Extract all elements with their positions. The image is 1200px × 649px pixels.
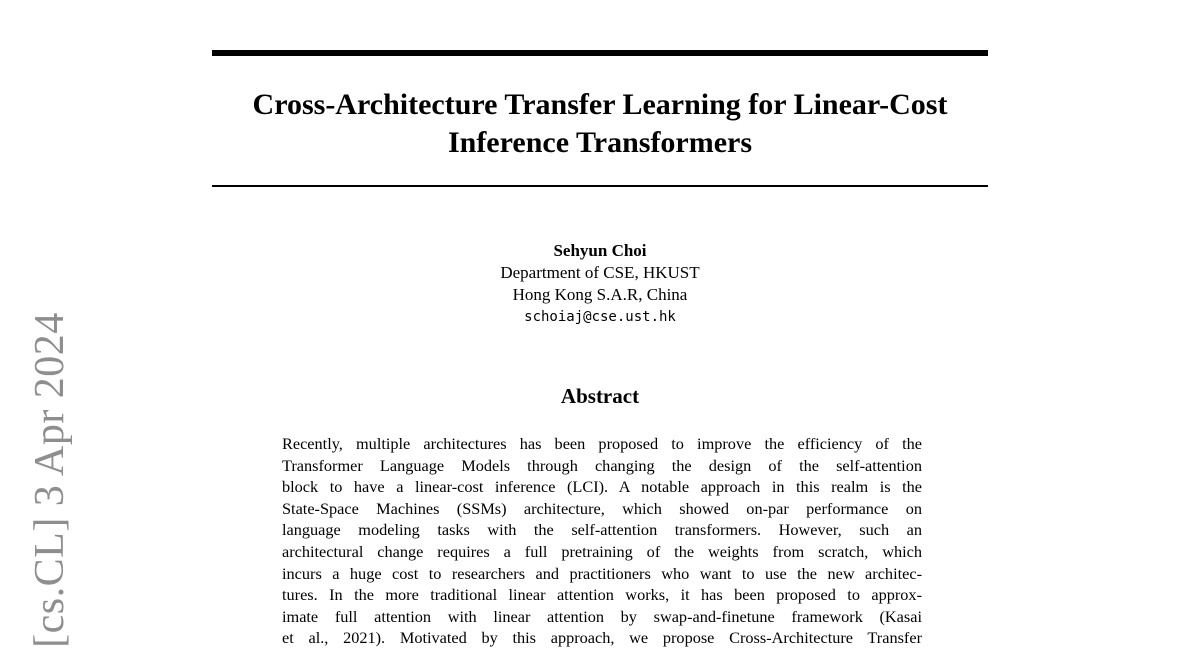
title-line: Inference Transformers bbox=[447, 126, 753, 159]
paper-title bbox=[212, 86, 988, 162]
title-bottom-rule bbox=[212, 185, 988, 187]
abstract-line: language modeling tasks with the self-attention transformers. However, such an bbox=[282, 520, 922, 540]
abstract-line: State-Space Machines (SSMs) architecture, which showed on-par performance on bbox=[282, 498, 922, 518]
abstract-line: architectural change requires a full pretraining of the weights from scratch, which bbox=[282, 541, 922, 561]
abstract-line: imate full attention with linear attention by swap-and-finetune framework (Kasai bbox=[282, 606, 922, 626]
arxiv-side-stamp: [cs.CL] 3 Apr 2024 bbox=[27, 312, 73, 648]
abstract-line: incurs a huge cost to researchers and practitioners who want to use the new architec- bbox=[282, 563, 922, 583]
author-email: schoiaj@cse.ust.hk bbox=[524, 309, 676, 325]
abstract-line: block to have a linear-cost inference (LCI). A notable approach in this realm is the bbox=[282, 477, 922, 497]
title-top-rule bbox=[212, 50, 988, 56]
abstract-line: Transformer Language Models through changing the design of the self-attention bbox=[282, 455, 922, 475]
author-block bbox=[400, 240, 800, 328]
abstract-body bbox=[282, 433, 922, 649]
author-location: Hong Kong S.A.R, China bbox=[512, 285, 688, 304]
author-name: Sehyun Choi bbox=[553, 241, 647, 260]
author-affiliation: Department of CSE, HKUST bbox=[500, 263, 700, 282]
abstract-line: et al., 2021). Motivated by this approach, we propose Cross-Architecture Transfer bbox=[282, 628, 922, 648]
abstract-line: Recently, multiple architectures has been proposed to improve the efficiency of the bbox=[282, 434, 922, 453]
abstract-line: tures. In the more traditional linear attention works, it has been proposed to approx- bbox=[282, 585, 922, 605]
abstract-heading: Abstract bbox=[560, 384, 640, 408]
title-line: Cross-Architecture Transfer Learning for Linear-Cost bbox=[252, 88, 948, 121]
